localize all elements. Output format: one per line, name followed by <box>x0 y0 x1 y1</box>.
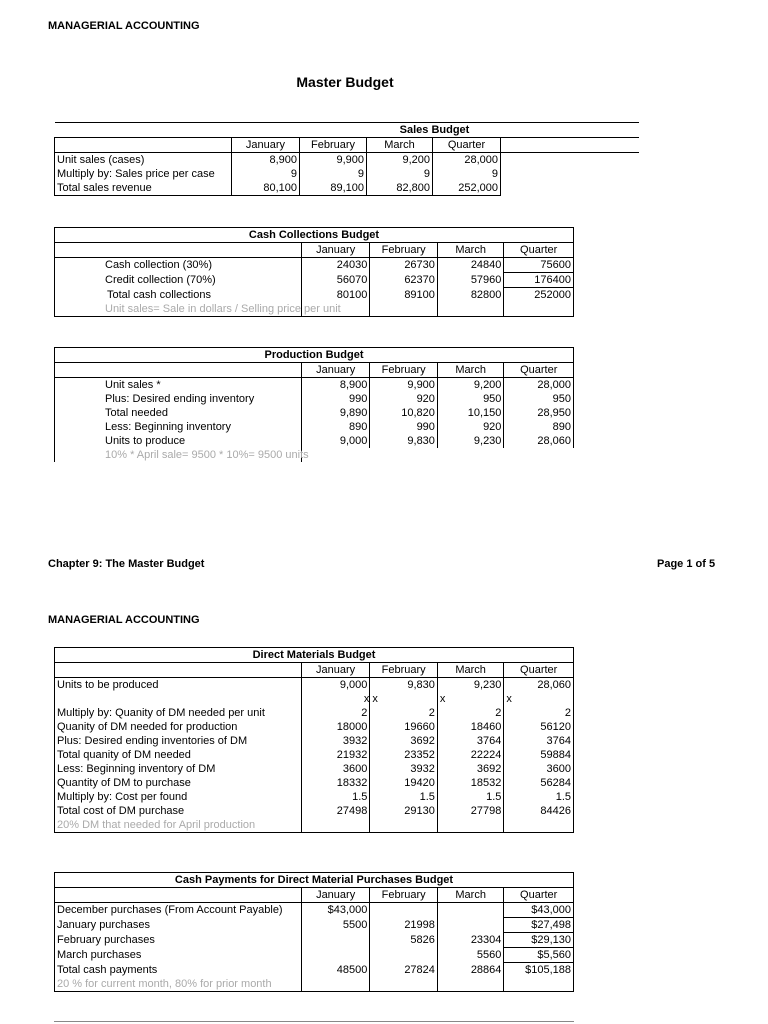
row-label: Total cost of DM purchase <box>55 804 302 818</box>
divider-line <box>54 1021 574 1022</box>
cell: 28,950 <box>504 406 574 420</box>
cell: 9 <box>300 167 367 181</box>
table-row <box>55 804 574 818</box>
cell: 890 <box>301 420 370 434</box>
cell: 56120 <box>504 720 574 734</box>
cell: 27498 <box>301 804 370 818</box>
table-row <box>55 748 574 762</box>
cell: 18460 <box>437 720 504 734</box>
col-header: February <box>370 888 438 903</box>
cell: 9,000 <box>301 434 370 448</box>
cell: 3600 <box>504 762 574 776</box>
cell: 18532 <box>437 776 504 790</box>
row-label: Multiply by: Sales price per case <box>55 167 232 181</box>
col-header: February <box>370 243 438 258</box>
direct-materials-table <box>54 647 574 833</box>
cell: 3764 <box>504 734 574 748</box>
cell: 252,000 <box>433 181 501 196</box>
row-label: Units to be produced <box>55 678 302 693</box>
cell: 19660 <box>370 720 438 734</box>
cell: 3600 <box>301 762 370 776</box>
cell: 82,800 <box>367 181 433 196</box>
col-header: February <box>300 138 367 153</box>
page-footer-chapter: Chapter 9: The Master Budget <box>48 558 205 570</box>
row-label: December purchases (From Account Payable) <box>55 903 302 918</box>
cell: 9,900 <box>300 153 367 168</box>
cell: 920 <box>370 392 438 406</box>
cell: 1.5 <box>370 790 438 804</box>
cell: 89,100 <box>300 181 367 196</box>
row-label: Quantity of DM to purchase <box>55 776 302 790</box>
cell: 3932 <box>370 762 438 776</box>
table-row <box>55 258 574 273</box>
table-row <box>55 392 574 406</box>
table-row <box>55 378 574 393</box>
table-note: 20 % for current month, 80% for prior month <box>55 977 302 992</box>
direct-materials-title: Direct Materials Budget <box>55 648 574 663</box>
row-label: Plus: Desired ending inventories of DM <box>55 734 302 748</box>
cell: 26730 <box>370 258 438 273</box>
cell: 9 <box>367 167 433 181</box>
row-label: Plus: Desired ending inventory <box>55 392 302 406</box>
cell: 22224 <box>437 748 504 762</box>
table-row <box>55 948 574 963</box>
table-row <box>55 720 574 734</box>
cell: 27798 <box>437 804 504 818</box>
cell: 28,060 <box>504 678 574 693</box>
col-header: January <box>301 243 370 258</box>
col-header: March <box>437 243 504 258</box>
cell: 9,200 <box>437 378 504 393</box>
col-header: Quarter <box>504 363 574 378</box>
cell: $29,130 <box>504 933 574 948</box>
table-row <box>55 288 574 303</box>
cell <box>301 948 370 963</box>
table-row <box>55 977 574 992</box>
cell: 920 <box>437 420 504 434</box>
cell: 56070 <box>301 273 370 288</box>
row-label: February purchases <box>55 933 302 948</box>
cell: 3692 <box>437 762 504 776</box>
cell: 9,200 <box>367 153 433 168</box>
col-header: Quarter <box>504 888 574 903</box>
cell: 23304 <box>437 933 504 948</box>
cell: 9,230 <box>437 434 504 448</box>
col-header: January <box>301 663 370 678</box>
table-row <box>55 692 574 706</box>
col-header: Quarter <box>504 243 574 258</box>
cell: 24840 <box>437 258 504 273</box>
cell: 9,000 <box>301 678 370 693</box>
table-row <box>55 406 574 420</box>
cell: 9,230 <box>437 678 504 693</box>
row-label: Credit collection (70%) <box>55 273 302 288</box>
cell: 59884 <box>504 748 574 762</box>
cell: 10,150 <box>437 406 504 420</box>
col-header: February <box>370 363 438 378</box>
cash-collections-title: Cash Collections Budget <box>55 228 574 243</box>
cell: $43,000 <box>301 903 370 918</box>
col-header: March <box>367 138 433 153</box>
cell: 24030 <box>301 258 370 273</box>
col-header: February <box>370 663 438 678</box>
x-mark: x <box>437 692 504 706</box>
cell: 176400 <box>504 273 574 288</box>
row-label: Total needed <box>55 406 302 420</box>
cell: 9 <box>232 167 300 181</box>
cell: 75600 <box>504 258 574 273</box>
cell: 82800 <box>437 288 504 303</box>
table-row <box>55 734 574 748</box>
cell: 950 <box>437 392 504 406</box>
row-label: Total cash collections <box>55 288 302 303</box>
row-label: Multiply by: Quanity of DM needed per unit <box>55 706 302 720</box>
table-note: 10% * April sale= 9500 * 10%= 9500 units <box>55 448 302 462</box>
cell: $43,000 <box>504 903 574 918</box>
table-row <box>55 167 639 181</box>
col-header: Quarter <box>504 663 574 678</box>
row-label: Total cash payments <box>55 963 302 978</box>
x-mark: x <box>504 692 574 706</box>
cell: 84426 <box>504 804 574 818</box>
col-header: January <box>232 138 300 153</box>
table-row <box>55 933 574 948</box>
cell: 80,100 <box>232 181 300 196</box>
cell: 890 <box>504 420 574 434</box>
table-row <box>55 776 574 790</box>
table-row <box>55 181 639 196</box>
table-note: Unit sales= Sale in dollars / Selling price per unit <box>55 302 302 317</box>
cell: 62370 <box>370 273 438 288</box>
cell: 3692 <box>370 734 438 748</box>
table-row <box>55 706 574 720</box>
cell: 2 <box>370 706 438 720</box>
col-header: March <box>437 888 504 903</box>
cell: 29130 <box>370 804 438 818</box>
cell <box>370 903 438 918</box>
row-label: March purchases <box>55 948 302 963</box>
x-mark: x <box>301 692 370 706</box>
cell: 9,900 <box>370 378 438 393</box>
table-row <box>55 818 574 833</box>
page-footer-number: Page 1 of 5 <box>657 558 716 570</box>
cell: 9 <box>433 167 501 181</box>
table-row <box>55 678 574 693</box>
cash-payments-title: Cash Payments for Direct Material Purchases Budget <box>55 873 574 888</box>
cell: 1.5 <box>437 790 504 804</box>
cell: 28,060 <box>504 434 574 448</box>
table-row <box>55 420 574 434</box>
cell: 5500 <box>301 918 370 933</box>
row-label: Less: Beginning inventory of DM <box>55 762 302 776</box>
table-note: 20% DM that needed for April production <box>55 818 302 833</box>
cell: 10,820 <box>370 406 438 420</box>
cell: 23352 <box>370 748 438 762</box>
sales-budget-title: Sales Budget <box>300 123 570 138</box>
cell: 2 <box>437 706 504 720</box>
cell: 48500 <box>301 963 370 978</box>
cell: 3764 <box>437 734 504 748</box>
cell: 80100 <box>301 288 370 303</box>
cell: 19420 <box>370 776 438 790</box>
cell: 21932 <box>301 748 370 762</box>
cell: 8,900 <box>301 378 370 393</box>
table-row <box>55 963 574 978</box>
production-budget-title: Production Budget <box>55 348 574 363</box>
table-row <box>55 302 574 317</box>
production-budget-table <box>54 347 574 462</box>
cell: $105,188 <box>504 963 574 978</box>
cell: 2 <box>504 706 574 720</box>
cell: 9,890 <box>301 406 370 420</box>
cell: 990 <box>370 420 438 434</box>
cell: 89100 <box>370 288 438 303</box>
cell: 2 <box>301 706 370 720</box>
row-label: Less: Beginning inventory <box>55 420 302 434</box>
row-label: Units to produce <box>55 434 302 448</box>
sales-budget-table <box>54 122 639 196</box>
table-row <box>55 273 574 288</box>
row-label: Total quanity of DM needed <box>55 748 302 762</box>
cell: 8,900 <box>232 153 300 168</box>
cash-collections-table <box>54 227 574 317</box>
cell: 18000 <box>301 720 370 734</box>
table-row <box>55 434 574 448</box>
table-row <box>55 790 574 804</box>
cell: 252000 <box>504 288 574 303</box>
cell: 57960 <box>437 273 504 288</box>
cell: 5826 <box>370 933 438 948</box>
col-header: January <box>301 363 370 378</box>
cell: 28864 <box>437 963 504 978</box>
row-label: Cash collection (30%) <box>55 258 302 273</box>
table-row <box>55 762 574 776</box>
row-label: Unit sales * <box>55 378 302 393</box>
cell <box>437 918 504 933</box>
x-mark: x <box>370 692 438 706</box>
cell: 9,830 <box>370 678 438 693</box>
cell: 1.5 <box>301 790 370 804</box>
row-label: Unit sales (cases) <box>55 153 232 168</box>
col-header: March <box>437 663 504 678</box>
col-header: January <box>301 888 370 903</box>
cell <box>437 903 504 918</box>
cell: 950 <box>504 392 574 406</box>
table-row <box>55 448 574 462</box>
page-header: MANAGERIAL ACCOUNTING <box>48 20 200 32</box>
cell: 56284 <box>504 776 574 790</box>
row-label: Total sales revenue <box>55 181 232 196</box>
cash-payments-table <box>54 872 574 992</box>
table-row <box>55 153 639 168</box>
cell: 5560 <box>437 948 504 963</box>
cell: 990 <box>301 392 370 406</box>
row-label: Quanity of DM needed for production <box>55 720 302 734</box>
cell <box>370 948 438 963</box>
table-row <box>55 918 574 933</box>
cell: 27824 <box>370 963 438 978</box>
row-label: Multiply by: Cost per found <box>55 790 302 804</box>
cell: 28,000 <box>433 153 501 168</box>
page-title: Master Budget <box>296 74 394 90</box>
col-header: Quarter <box>433 138 501 153</box>
cell: 18332 <box>301 776 370 790</box>
table-row <box>55 903 574 918</box>
cell: 3932 <box>301 734 370 748</box>
cell: 9,830 <box>370 434 438 448</box>
col-header: March <box>437 363 504 378</box>
cell: 21998 <box>370 918 438 933</box>
cell: 28,000 <box>504 378 574 393</box>
row-label: January purchases <box>55 918 302 933</box>
cell: $5,560 <box>504 948 574 963</box>
cell: $27,498 <box>504 918 574 933</box>
page-header: MANAGERIAL ACCOUNTING <box>48 614 200 626</box>
cell: 1.5 <box>504 790 574 804</box>
cell <box>301 933 370 948</box>
